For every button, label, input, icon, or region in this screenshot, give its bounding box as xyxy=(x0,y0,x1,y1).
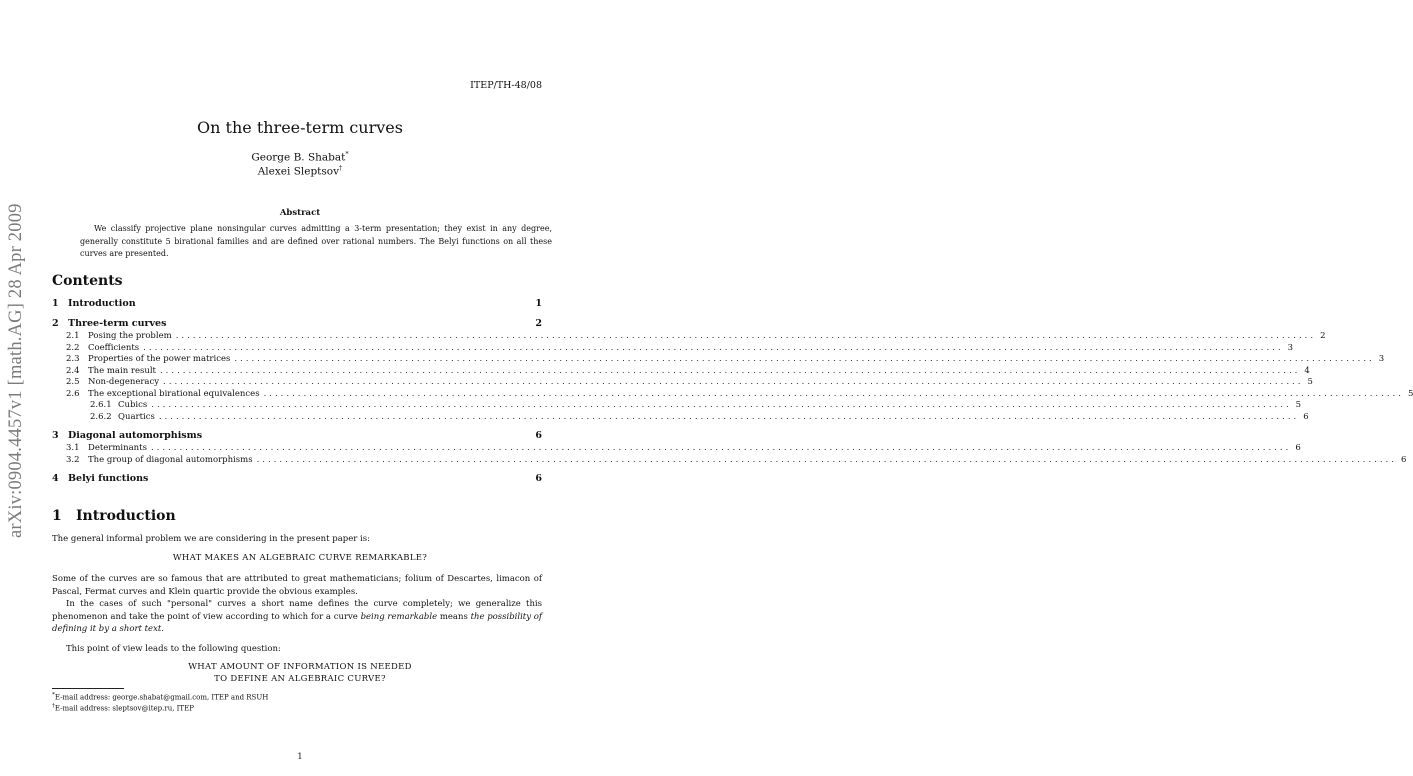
toc-entry-title: Determinants xyxy=(88,443,147,453)
question-2-line-1: WHAT AMOUNT OF INFORMATION IS NEEDED xyxy=(188,662,412,672)
toc-leader-dots: ........................................................................................................................................................................................................ xyxy=(151,400,1292,410)
page-number: 1 xyxy=(297,752,303,762)
arxiv-stamp: arXiv:0904.4457v1 [math.AG] 28 Apr 2009 xyxy=(6,203,26,538)
abstract-text: We classify projective plane nonsingular curves admitting a 3-term presentation; they exist in any degree, generally constitute 5 birational families and are defined over rational numbers. The Belyi functions on all these curves are presented. xyxy=(80,224,552,258)
toc-entry-page: 6 xyxy=(1303,411,1309,422)
toc-entry-number: 2.6 xyxy=(66,388,80,399)
toc-leader-dots: ........................................................................................................................................................................................................ xyxy=(159,365,1301,376)
toc-entry-number: 2 xyxy=(52,318,59,329)
question-2-line-2: TO DEFINE AN ALGEBRAIC CURVE? xyxy=(214,674,386,684)
section-number: 1 xyxy=(52,508,62,524)
paragraph-3-part-b: means xyxy=(437,611,471,622)
abstract-heading: Abstract xyxy=(279,208,321,218)
paragraph-4: This point of view leads to the following question: xyxy=(66,644,281,654)
toc-entry-title: The group of diagonal automorphisms xyxy=(88,454,253,465)
toc-entry-number: 2.6.2 xyxy=(90,411,112,422)
author-1-mark: * xyxy=(345,150,349,158)
paragraph-1: The general informal problem we are considering in the present paper is: xyxy=(52,534,370,544)
toc-entry-number: 2.2 xyxy=(66,342,80,353)
toc-leader-dots: ........................................................................................................................................................................................................ xyxy=(143,342,1284,353)
toc-entry-page: 4 xyxy=(1304,365,1310,376)
author-2-name: Alexei Sleptsov xyxy=(257,165,340,178)
paragraph-3-em-1: being remarkable xyxy=(360,611,438,622)
toc-entry-number: 2.6.1 xyxy=(90,400,112,410)
author-2 xyxy=(0,164,600,178)
toc-entry-title: Non-degeneracy xyxy=(88,377,160,387)
toc-entry-title: Three-term curves xyxy=(68,318,167,329)
toc-entry-page: 2 xyxy=(1320,331,1326,341)
toc-entry-number: 2.1 xyxy=(66,331,80,341)
toc-entry[interactable] xyxy=(52,454,1407,468)
section-title: Introduction xyxy=(76,508,176,524)
toc-entry-number: 3.1 xyxy=(66,443,80,453)
contents-heading: Contents xyxy=(52,273,123,289)
toc-entry-page: 6 xyxy=(1295,443,1301,453)
toc-entry[interactable] xyxy=(52,430,542,443)
toc-leader-dots: ........................................................................................................................................................................................................ xyxy=(234,354,1375,364)
toc-entry[interactable] xyxy=(52,473,542,486)
toc-entry-page: 3 xyxy=(1378,354,1385,364)
toc-entry-number: 2.5 xyxy=(66,377,80,387)
author-1-name: George B. Shabat xyxy=(251,151,346,164)
toc-entry-page: 6 xyxy=(535,473,542,484)
toc-entry-page: 1 xyxy=(535,298,542,309)
toc-entry-page: 6 xyxy=(1400,454,1407,465)
paper-title: On the three-term curves xyxy=(197,118,403,137)
toc-leader-dots: ........................................................................................................................................................................................................ xyxy=(150,443,1292,453)
footnote-rule xyxy=(52,688,124,689)
toc-entry-title: Diagonal automorphisms xyxy=(68,430,203,441)
footnote-1-mark: * xyxy=(52,692,55,698)
paragraph-3 xyxy=(52,598,542,636)
toc-leader-dots: ........................................................................................................................................................................................................ xyxy=(158,411,1300,422)
question-1: WHAT MAKES AN ALGEBRAIC CURVE REMARKABLE? xyxy=(172,553,428,563)
author-1 xyxy=(0,150,600,164)
toc-leader-dots: ........................................................................................................................................................................................................ xyxy=(175,331,1317,341)
toc-entry-title: Cubics xyxy=(118,400,148,410)
toc-entry-number: 3.2 xyxy=(66,454,80,465)
toc-entry-number: 2.4 xyxy=(66,365,80,376)
toc-entry-page: 2 xyxy=(535,318,542,329)
toc-entry-title: Belyi functions xyxy=(68,473,149,484)
report-id: ITEP/TH-48/08 xyxy=(470,80,542,91)
toc-entry[interactable] xyxy=(52,298,542,311)
toc-entry[interactable] xyxy=(52,411,1309,425)
footnote-2 xyxy=(52,703,194,712)
toc-entry-title: Posing the problem xyxy=(88,331,172,341)
toc-leader-dots: ........................................................................................................................................................................................................ xyxy=(163,377,1304,387)
footnote-1-text: E-mail address: george.shabat@gmail.com, ITEP and RSUH xyxy=(54,693,269,702)
toc-entry-number: 4 xyxy=(52,473,59,484)
toc-entry-page: 5 xyxy=(1295,400,1302,410)
toc-entry-title: The main result xyxy=(88,365,156,376)
toc-entry-number: 3 xyxy=(52,430,59,441)
paragraph-3-part-a: In the cases of such "personal" curves a short name defines the curve completely; we generalize this phenomenon and take the point of view according to which for a curve xyxy=(52,599,542,622)
toc-entry-title: The exceptional birational equivalences xyxy=(88,388,260,399)
toc-entry-title: Introduction xyxy=(68,298,136,309)
footnote-2-text: E-mail address: sleptsov@itep.ru, ITEP xyxy=(54,704,194,713)
toc-leader-dots: ........................................................................................................................................................................................................ xyxy=(263,388,1404,399)
toc-entry-number: 1 xyxy=(52,298,59,309)
author-2-mark: † xyxy=(339,164,343,172)
toc-entry-title: Coefficients xyxy=(88,342,140,353)
toc-entry-page: 6 xyxy=(535,430,542,441)
footnote-2-mark: † xyxy=(52,703,55,709)
toc-entry-title: Properties of the power matrices xyxy=(88,354,231,364)
toc-entry[interactable] xyxy=(52,318,542,331)
paragraph-3-em-2: the possibility of defining it by a short text. xyxy=(52,611,543,634)
paragraph-2: Some of the curves are so famous that are attributed to great mathematicians; folium of Descartes, limacon of Pascal, Fermat curves and Klein quartic provide the obvious examples. xyxy=(52,574,542,597)
toc-entry-page: 5 xyxy=(1407,388,1413,399)
toc-entry-number: 2.3 xyxy=(66,354,80,364)
toc-entry-page: 3 xyxy=(1287,342,1293,353)
section-heading xyxy=(52,508,176,524)
toc-leader-dots: ........................................................................................................................................................................................................ xyxy=(256,454,1397,465)
footnote-1 xyxy=(52,692,268,701)
toc-entry-page: 5 xyxy=(1307,377,1313,387)
toc-entry-title: Quartics xyxy=(118,411,155,422)
